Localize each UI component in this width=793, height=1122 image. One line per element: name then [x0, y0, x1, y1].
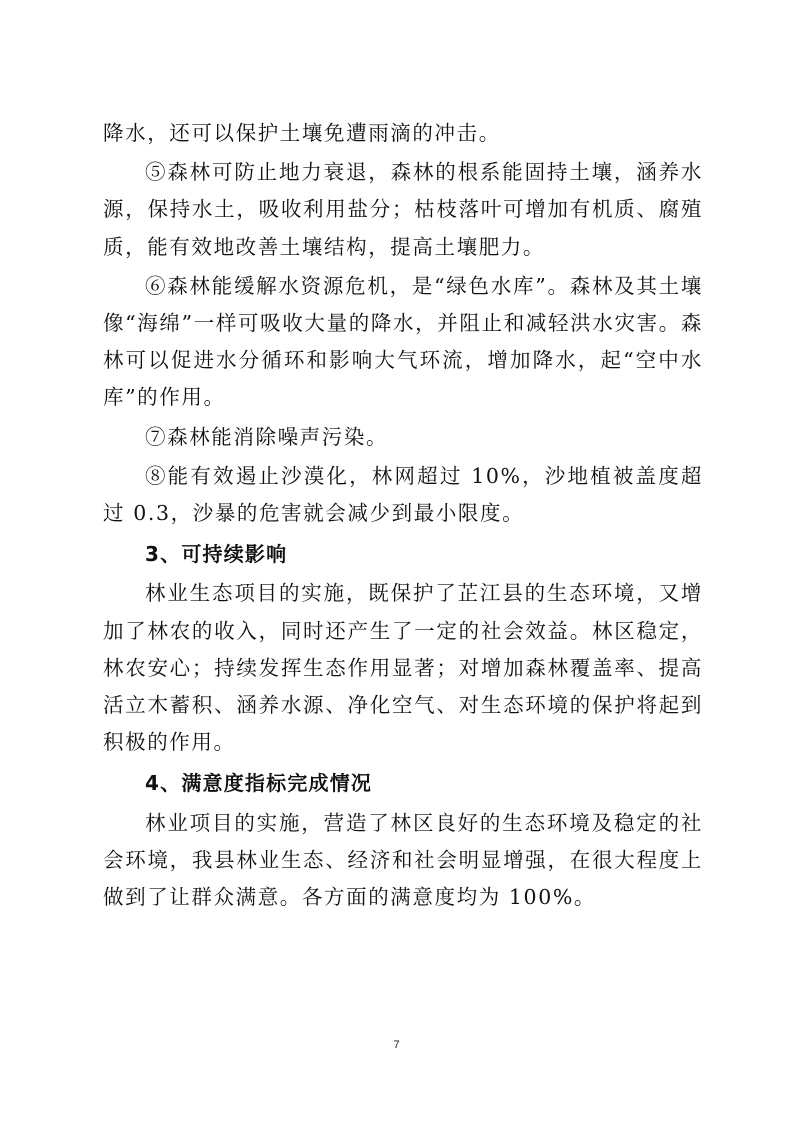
section-4-paragraph: 林业项目的实施，营造了林区良好的生态环境及稳定的社会环境，我县林业生态、经济和社会明显增强，在很大程度上做到了让群众满意。各方面的满意度均为 100%。 [103, 810, 703, 910]
section-3-heading: 3、可持续影响 [145, 542, 288, 567]
paragraph-item-5: ⑤森林可防止地力衰退，森林的根系能固持土壤，涵养水源，保持水土，吸收利用盐分；枯枝落叶可增加有机质、腐殖质，能有效地改善土壤结构，提高土壤肥力。 [103, 160, 703, 259]
paragraph-item-6: ⑥森林能缓解水资源危机，是“绿色水库”。森林及其土壤像“海绵”一样可吸收大量的降水，并阻止和减轻洪水灾害。森林可以促进水分循环和影响大气环流，增加降水，起“空中水库”的作用。 [103, 273, 703, 410]
paragraph-item-8: ⑧能有效遏止沙漠化，林网超过 10%，沙地植被盖度超过 0.3，沙暴的危害就会减少到最小限度。 [103, 463, 703, 526]
section-4-heading: 4、满意度指标完成情况 [145, 771, 373, 796]
paragraph-item-7: ⑦森林能消除噪声污染。 [145, 424, 389, 449]
section-3-paragraph: 林业生态项目的实施，既保护了芷江县的生态环境，又增加了林农的收入，同时还产生了一定的社会效益。林区稳定，林农安心；持续发挥生态作用显著；对增加森林覆盖率、提高活立木蓄积、涵养水源、净化空气、对生态环境的保护将起到积极的作用。 [103, 581, 703, 755]
page-number: 7 [393, 1039, 400, 1051]
paragraph-continuation: 降水，还可以保护土壤免遭雨滴的冲击。 [103, 121, 501, 145]
document-body [103, 115, 703, 916]
